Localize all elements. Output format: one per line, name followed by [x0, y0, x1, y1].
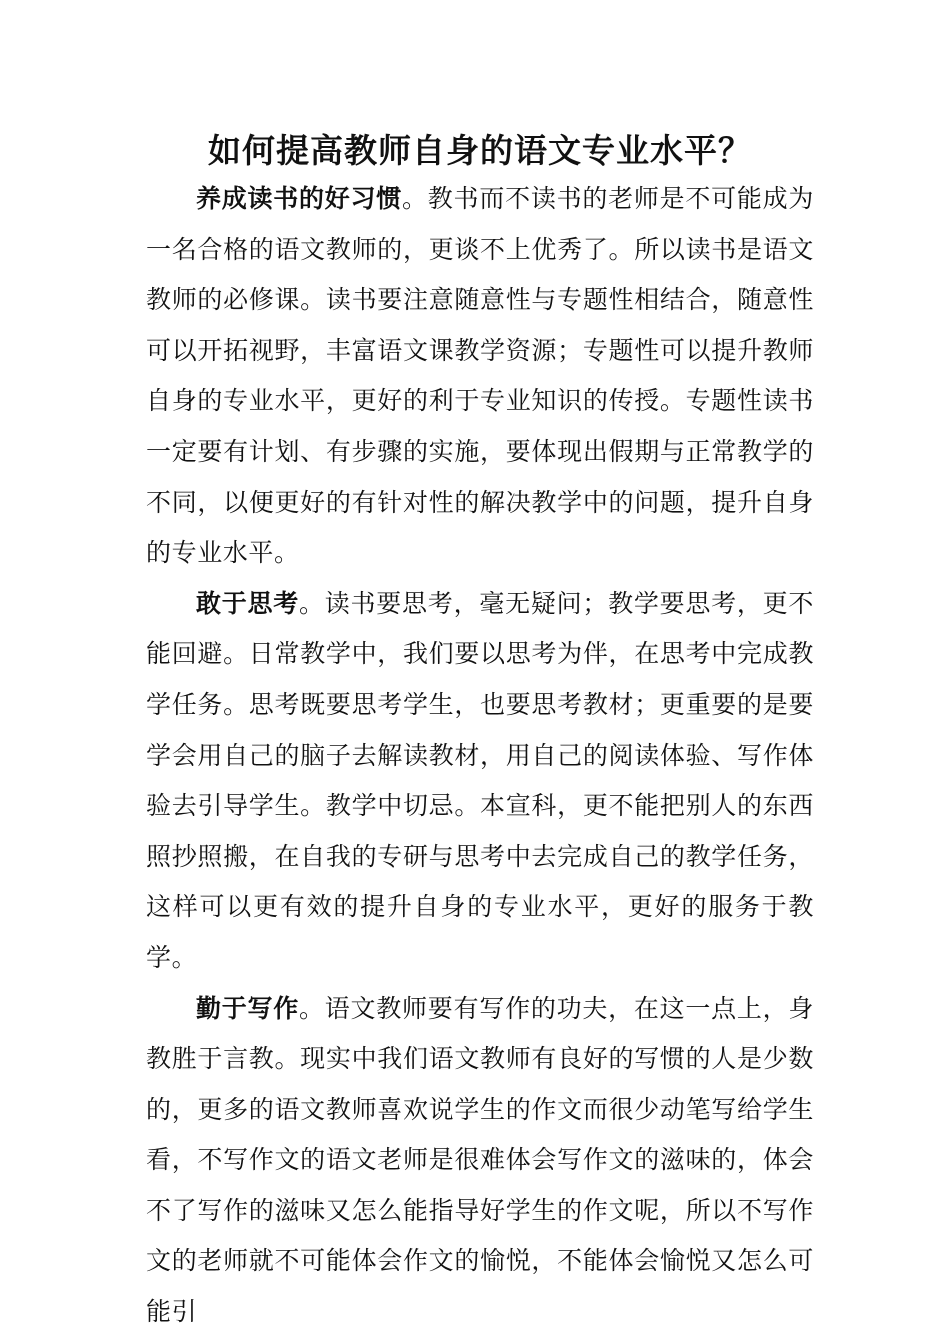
- document-title: 如何提高教师自身的语文专业水平？: [208, 131, 752, 170]
- paragraph-text-thinking: 。读书要思考，毫无疑问；教学要思考，更不能回避。日常教学中，我们要以思考为伴，在思考中完成教学任务。思考既要思考学生，也要思考教材；更重要的是要学会用自己的脑子去解读教材，用自己的阅读体验、写作体验去引导学生。教学中切忌。本宣科，更不能把别人的东西照抄照搬，在自我的专研与思考中去完成自己的教学任务，这样可以更有效的提升自身的专业水平，更好的服务于教学。: [146, 588, 814, 972]
- paragraph-lead-reading: 养成读书的好习惯: [196, 184, 403, 213]
- paragraph-reading-habit: [146, 174, 814, 579]
- paragraph-lead-writing: 勤于写作: [196, 993, 300, 1023]
- paragraph-thinking: [146, 579, 814, 984]
- paragraph-text-writing: 。语文教师要有写作的功夫，在这一点上，身教胜于言教。现实中我们语文教师有良好的写惯的人是少数的，更多的语文教师喜欢说学生的作文而很少动笔写给学生看，不写作文的语文老师是很难体会写作文的滋味的，体会不了写作的滋味又怎么能指导好学生的作文呢，所以不写作文的老师就不可能体会作文的愉悦，不能体会愉悦又怎么可能引: [146, 993, 814, 1327]
- document-page: [146, 0, 814, 1338]
- paragraph-lead-thinking: 敢于思考: [196, 588, 300, 618]
- paragraph-text-reading: 。教书而不读书的老师是不可能成为一名合格的语文教师的，更谈不上优秀了。所以读书是语文教师的必修课。读书要注意随意性与专题性相结合，随意性可以开拓视野，丰富语文课教学资源；专题性可以提升教师自身的专业水平，更好的利于专业知识的传授。专题性读书一定要有计划、有步骤的实施，要体现出假期与正常教学的不同，以便更好的有针对性的解决教学中的问题，提升自身的专业水平。: [146, 184, 814, 568]
- paragraph-writing: [146, 984, 814, 1338]
